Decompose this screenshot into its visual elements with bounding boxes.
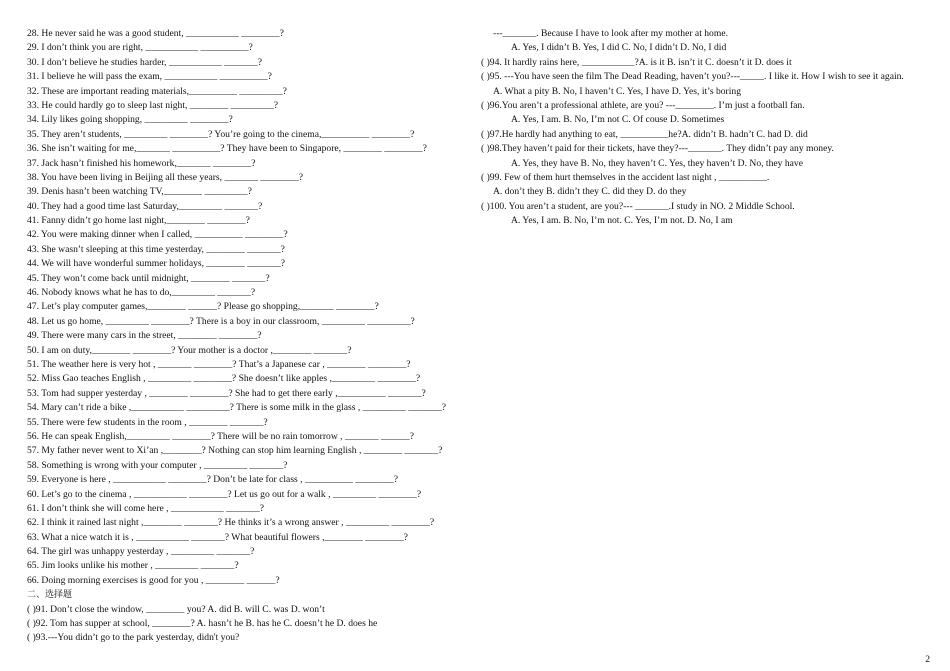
question-53: 53. Tom had supper yesterday , ________ ________? She had to get there early ,__________ _______? — [27, 387, 426, 399]
question-41: 41. Fanny didn’t go home last night,________ ________? — [27, 215, 250, 227]
question-54: 54. Mary can’t ride a bike ,___________ _________? There is some milk in the glass , _________ _______? — [27, 402, 447, 414]
question-100-options: A. Yes, I am. B. No, I’m not. C. Yes, I’m not. D. No, I am — [511, 215, 733, 227]
question-91: ( )91. Don’t close the window, ________ you? A. did B. will C. was D. won’t — [27, 603, 325, 615]
question-35: 35. They aren’t students, _________ ________? You’re going to the cinema,__________ ________? — [27, 128, 415, 140]
question-51: 51. The weather here is very hot , _______ ________? That’s a Japanese car , ________ ________? — [27, 358, 411, 370]
question-34: 34. Lily likes going shopping, _________ ________? — [27, 114, 233, 126]
question-32: 32. These are important reading materials,__________ _________? — [27, 85, 287, 97]
question-93-options: A. Yes, I didn’t B. Yes, I did C. No, I didn’t D. No, I did — [511, 42, 727, 54]
question-33: 33. He could hardly go to sleep last night, ________ _________? — [27, 99, 279, 111]
question-48: 48. Let us go home, _________ ________? There is a boy in our classroom, _________ _________? — [27, 315, 415, 327]
question-56: 56. He can speak English,_________ ________? There will be no rain tomorrow , _______ ______? — [27, 430, 414, 442]
question-60: 60. Let’s go to the cinema , ___________ ________? Let us go out for a walk , _________ ________? — [27, 488, 422, 500]
section-heading-multiple-choice: 二、选择题 — [27, 590, 73, 601]
question-66: 66. Doing morning exercises is good for you , ________ ______? — [27, 574, 280, 586]
question-36: 36. She isn’t waiting for me,_______ __________? They have been to Singapore, ________ ________? — [27, 143, 427, 155]
question-64: 64. The girl was unhappy yesterday , _________ _______? — [27, 546, 255, 558]
question-61: 61. I don’t think she will come here , ___________ _______? — [27, 502, 264, 514]
question-100: ( )100. You aren’t a student, are you?--- _______.I study in NO. 2 Middle School. — [481, 200, 795, 212]
question-98: ( )98.They haven’t paid for their tickets, have they?---_______. They didn’t pay any money. — [481, 143, 834, 155]
question-39: 39. Denis hasn’t been watching TV,________ _________? — [27, 186, 252, 198]
question-97: ( )97.He hardly had anything to eat, __________he?A. didn’t B. hadn’t C. had D. did — [481, 128, 808, 140]
question-46: 46. Nobody knows what he has to do,_________ _______? — [27, 287, 256, 299]
question-62: 62. I think it rained last night ,________ _______? He thinks it’s a wrong answer , _________ ________? — [27, 517, 435, 529]
question-50: 50. I am on duty,________ ________? Your mother is a doctor ,________ _______? — [27, 344, 352, 356]
question-58: 58. Something is wrong with your computer , _________ _______? — [27, 459, 288, 471]
question-99: ( )99. Few of them hurt themselves in the accident last night , __________. — [481, 171, 770, 183]
question-63: 63. What a nice watch it is , ___________ _______? What beautiful flowers ,________ ________? — [27, 531, 408, 543]
question-47: 47. Let’s play computer games,________ ______? Please go shopping,_______ ________? — [27, 301, 379, 313]
question-92: ( )92. Tom has supper at school, ________? A. hasn’t he B. has he C. doesn’t he D. does he — [27, 618, 378, 630]
question-96: ( )96.You aren’t a professional athlete, are you? ---________. I’m just a football fan. — [481, 99, 805, 111]
question-59: 59. Everyone is here , ___________ ________? Don’t be late for class , __________ ________? — [27, 474, 398, 486]
question-45: 45. They won’t come back until midnight, ________ _______? — [27, 272, 270, 284]
question-31: 31. I believe he will pass the exam, ___________ __________? — [27, 71, 272, 83]
question-42: 42. You were making dinner when I called, __________ ________? — [27, 229, 288, 241]
question-94: ( )94. It hardly rains here, ___________?A. is it B. isn’t it C. doesn’t it D. does it — [481, 56, 792, 68]
question-49: 49. There were many cars in the street, ________ ________? — [27, 330, 262, 342]
question-37: 37. Jack hasn’t finished his homework,_______ ________? — [27, 157, 256, 169]
question-29: 29. I don’t think you are right, ___________ __________? — [27, 42, 253, 54]
question-44: 44. We will have wonderful summer holidays, ________ _______? — [27, 258, 286, 270]
question-93-continuation: ---_______. Because I have to look after my mother at home. — [493, 28, 728, 39]
question-98-options: A. Yes, they have B. No, they haven’t C. Yes, they haven’t D. No, they have — [511, 157, 803, 169]
page-number: 2 — [925, 653, 930, 665]
question-43: 43. She wasn’t sleeping at this time yesterday, ________ _______? — [27, 243, 285, 255]
left-column — [27, 27, 467, 646]
question-65: 65. Jim looks unlike his mother , _________ _______? — [27, 560, 239, 572]
question-52: 52. Miss Gao teaches English , _________ ________? She doesn’t like apples ,_________ ________? — [27, 373, 421, 385]
question-99-options: A. don’t they B. didn’t they C. did they D. do they — [493, 186, 687, 198]
question-96-options: A. Yes, I am. B. No, I’m not C. Of couse D. Sometimes — [511, 114, 725, 126]
question-55: 55. There were few students in the room , ________ _______? — [27, 416, 268, 428]
question-38: 38. You have been living in Beijing all these years, _______ ________? — [27, 171, 304, 183]
question-40: 40. They had a good time last Saturday,_________ _______? — [27, 200, 263, 212]
question-93: ( )93.---You didn’t go to the park yesterday, didn't you? — [27, 632, 240, 644]
question-57: 57. My father never went to Xi’an ,________? Nothing can stop him learning English , ________ _______? — [27, 445, 443, 457]
question-30: 30. I don’t believe he studies harder, ___________ _______? — [27, 56, 262, 68]
right-column — [481, 27, 941, 228]
question-28: 28. He never said he was a good student, ___________ ________? — [27, 28, 284, 39]
question-95: ( )95. ---You have seen the film The Dead Reading, haven’t you?---_____. I like it. How I wish to see it again. — [481, 71, 904, 83]
question-95-options: A. What a pity B. No, I haven’t C. Yes, I have D. Yes, it’s boring — [493, 85, 742, 97]
